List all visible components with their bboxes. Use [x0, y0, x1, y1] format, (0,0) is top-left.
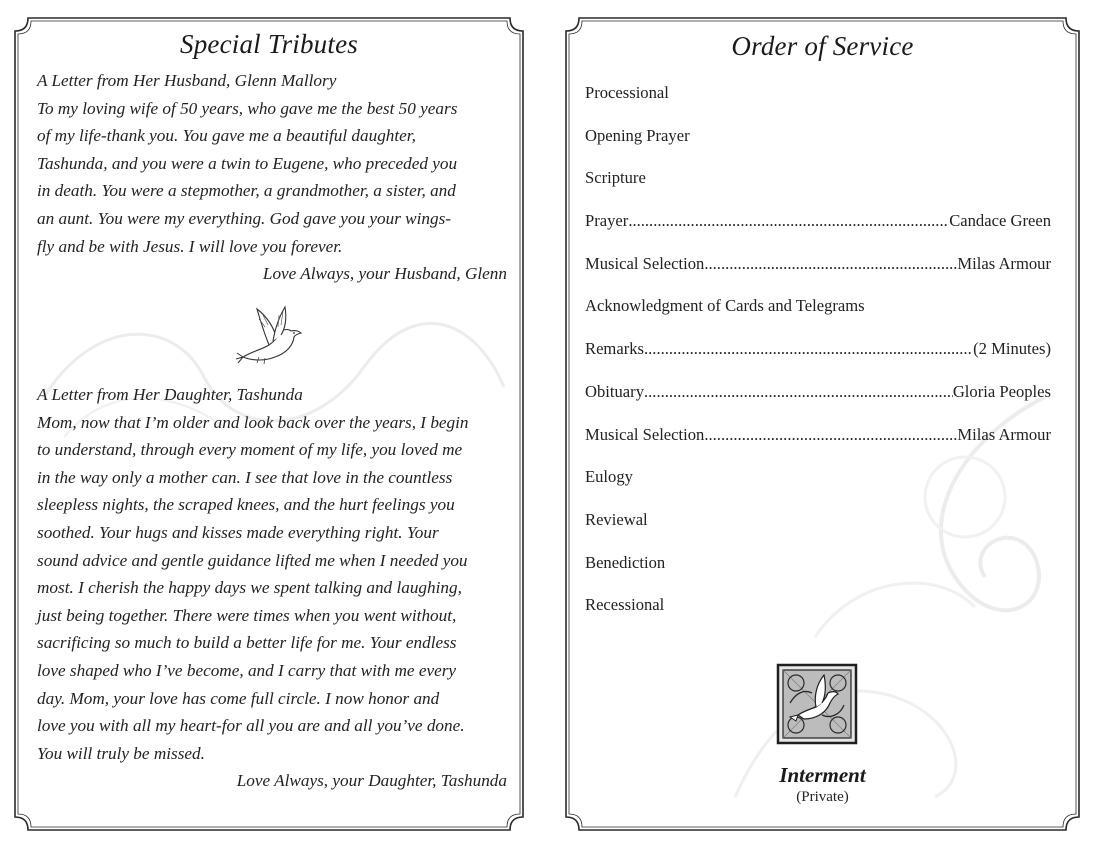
service-item [585, 506, 1051, 549]
service-item [585, 79, 1051, 122]
service-item-participant: (2 Minutes) [973, 339, 1051, 359]
service-item-label: Remarks [585, 339, 644, 359]
service-item [585, 292, 1051, 335]
letter-line: most. I cherish the happy days we spent talking and laughing, [37, 578, 462, 598]
service-item-label: Recessional [585, 595, 665, 615]
service-item-label: Obituary [585, 381, 644, 401]
service-item [585, 122, 1051, 165]
service-item [585, 164, 1051, 207]
letter-line: sacrificing so much to build a better life for me. Your endless [37, 633, 457, 653]
page-title: Special Tributes [180, 29, 358, 59]
letter-heading: A Letter from Her Daughter, Tashunda [37, 385, 303, 404]
letter-line: to understand, through every moment of my life, you loved me [37, 440, 463, 460]
letter-line: just being together. There were times when you went without, [37, 605, 457, 625]
service-item [585, 463, 1051, 506]
dot-leader [644, 378, 953, 421]
letter-line: day. Mom, your love has come full circle. I now honor and [37, 688, 440, 708]
letter-line: sound advice and gentle guidance lifted me when I needed you [37, 550, 468, 570]
service-item-label: Benediction [585, 552, 666, 572]
dove-emblem-icon [776, 663, 858, 745]
page-title: Order of Service [731, 31, 914, 61]
letter-line: in the way only a mother can. I see that love in the countless [37, 467, 453, 487]
service-item [585, 378, 1051, 421]
dot-leader [644, 335, 973, 378]
letter-line: You will truly be missed. [37, 743, 205, 763]
letter-line: sleepless nights, the scraped knees, and the hurt feelings you [37, 495, 455, 515]
service-item-label: Musical Selection [585, 424, 705, 444]
letter-line: love shaped who I’ve become, and I carry that with me every [37, 660, 457, 680]
service-item [585, 421, 1051, 464]
daughter-letter [37, 381, 507, 795]
service-item-label: Opening Prayer [585, 125, 690, 145]
service-item-label: Musical Selection [585, 253, 705, 273]
letter-line: of my life-thank you. You gave me a beautiful daughter, [37, 126, 416, 146]
service-item [585, 591, 1051, 634]
service-item [585, 250, 1051, 293]
service-item-participant: Milas Armour [957, 424, 1051, 444]
service-item-label: Scripture [585, 168, 646, 188]
service-item-participant: Gloria Peoples [952, 381, 1051, 401]
letter-line: an aunt. You were my everything. God gave you your wings- [37, 208, 452, 228]
dot-leader [628, 207, 949, 250]
letter-heading: A Letter from Her Husband, Glenn Mallory [37, 71, 337, 90]
order-of-service-panel [565, 17, 1080, 831]
letter-line: in death. You were a stepmother, a grandmother, a sister, and [37, 181, 456, 201]
interment-note: (Private) [796, 789, 849, 805]
husband-letter [37, 67, 507, 288]
special-tributes-panel [14, 17, 524, 831]
service-item [585, 335, 1051, 378]
letter-line: To my loving wife of 50 years, who gave me the best 50 years [37, 98, 458, 118]
letter-line: Mom, now that I’m older and look back over the years, I begin [37, 412, 469, 432]
service-item-participant: Milas Armour [957, 253, 1051, 273]
letter-line: love you with all my heart-for all you are and all you’ve done. [37, 716, 465, 736]
letter-line: soothed. Your hugs and kisses made everything right. Your [37, 522, 439, 542]
letter-line: Tashunda, and you were a twin to Eugene, who preceded you [37, 153, 458, 173]
service-item [585, 549, 1051, 592]
interment-title: Interment [779, 763, 866, 787]
service-item [585, 207, 1051, 250]
service-item-label: Eulogy [585, 467, 633, 487]
service-item-participant: Candace Green [949, 211, 1051, 231]
dove-icon [235, 301, 307, 369]
letter-line: fly and be with Jesus. I will love you forever. [37, 236, 343, 256]
service-item-label: Reviewal [585, 509, 648, 529]
service-item-label: Acknowledgment of Cards and Telegrams [585, 296, 865, 316]
service-item-label: Prayer [585, 211, 629, 231]
dot-leader [704, 421, 957, 464]
dot-leader [704, 250, 957, 293]
letter-signature: Love Always, your Daughter, Tashunda [236, 771, 507, 791]
service-program-list [585, 79, 1051, 634]
service-item-label: Processional [585, 83, 669, 102]
letter-signature: Love Always, your Husband, Glenn [262, 264, 507, 284]
